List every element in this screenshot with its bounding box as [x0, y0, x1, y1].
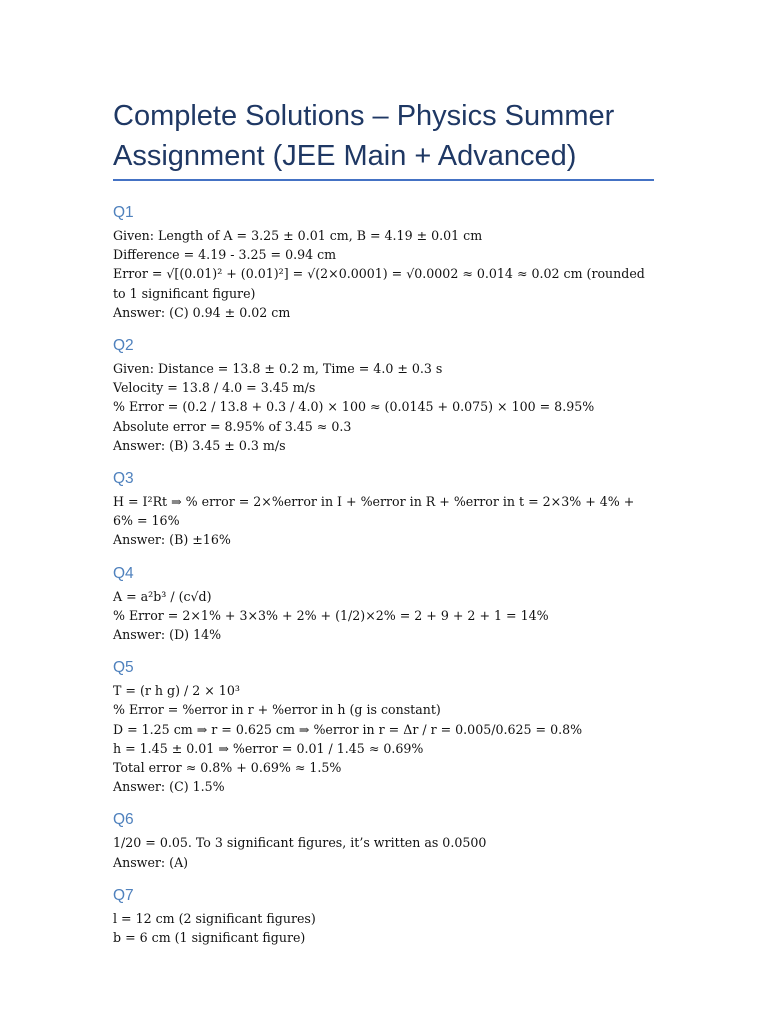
solution-line: Absolute error = 8.95% of 3.45 ≈ 0.3: [113, 418, 352, 434]
question-heading: Q4: [113, 564, 134, 582]
solution-line: H = I²Rt ⇒ % error = 2×%error in I + %error in R + %error in t = 2×3% + 4% + 6% = 16%: [113, 494, 635, 529]
question-heading: Q5: [113, 659, 134, 677]
solution-line: l = 12 cm (2 significant figures): [113, 910, 316, 926]
question-heading: Q6: [113, 811, 134, 829]
question-block-q1: [113, 203, 658, 322]
page-title: Complete Solutions – Physics Summer Assignment (JEE Main + Advanced): [113, 100, 615, 172]
question-block-q6: [113, 810, 658, 871]
document-page: [113, 96, 658, 961]
question-heading: Q2: [113, 337, 134, 355]
question-block-q2: [113, 336, 658, 455]
solution-line: Answer: (C) 0.94 ± 0.02 cm: [113, 304, 291, 320]
solution-line: Total error ≈ 0.8% + 0.69% ≈ 1.5%: [113, 760, 342, 776]
solution-line: Given: Length of A = 3.25 ± 0.01 cm, B = 4.19 ± 0.01 cm: [113, 228, 483, 243]
solution-line: % Error = 2×1% + 3×3% + 2% + (1/2)×2% = 2 + 9 + 2 + 1 = 14%: [113, 607, 549, 623]
solution-line: D = 1.25 cm ⇒ r = 0.625 cm ⇒ %error in r = Δr / r = 0.005/0.625 = 0.8%: [113, 721, 583, 737]
solution-line: T = (r h g) / 2 × 10³: [113, 683, 240, 699]
solution-line: Velocity = 13.8 / 4.0 = 3.45 m/s: [113, 380, 316, 396]
solution-line: h = 1.45 ± 0.01 ⇒ %error = 0.01 / 1.45 ≈ 0.69%: [113, 740, 424, 756]
solution-line: % Error = %error in r + %error in h (g is constant): [113, 702, 441, 718]
question-list: [113, 203, 658, 947]
solution-line: Answer: (A): [113, 854, 189, 870]
solution-line: Answer: (C) 1.5%: [113, 779, 225, 795]
solution-line: Answer: (B) 3.45 ± 0.3 m/s: [113, 437, 286, 453]
question-heading: Q3: [113, 470, 134, 488]
question-block-q7: [113, 886, 658, 947]
question-block-q4: [113, 564, 658, 645]
title-underline: [113, 179, 654, 181]
solution-line: Difference = 4.19 - 3.25 = 0.94 cm: [113, 247, 337, 263]
solution-line: Given: Distance = 13.8 ± 0.2 m, Time = 4.0 ± 0.3 s: [113, 361, 443, 377]
solution-line: Error = √[(0.01)² + (0.01)²] = √(2×0.0001) = √0.0002 ≈ 0.014 ≈ 0.02 cm (rounded to 1 significant figure): [113, 266, 645, 301]
solution-line: % Error = (0.2 / 13.8 + 0.3 / 4.0) × 100 ≈ (0.0145 + 0.075) × 100 = 8.95%: [113, 399, 595, 415]
solution-line: Answer: (B) ±16%: [113, 532, 231, 548]
question-block-q5: [113, 658, 658, 796]
question-block-q3: [113, 469, 658, 550]
solution-line: Answer: (D) 14%: [113, 627, 222, 643]
solution-line: b = 6 cm (1 significant figure): [113, 930, 306, 946]
solution-line: A = a²b³ / (c√d): [113, 588, 212, 604]
solution-line: 1/20 = 0.05. To 3 significant figures, it’s written as 0.0500: [113, 835, 487, 851]
question-heading: Q7: [113, 886, 134, 904]
question-heading: Q1: [113, 204, 134, 221]
